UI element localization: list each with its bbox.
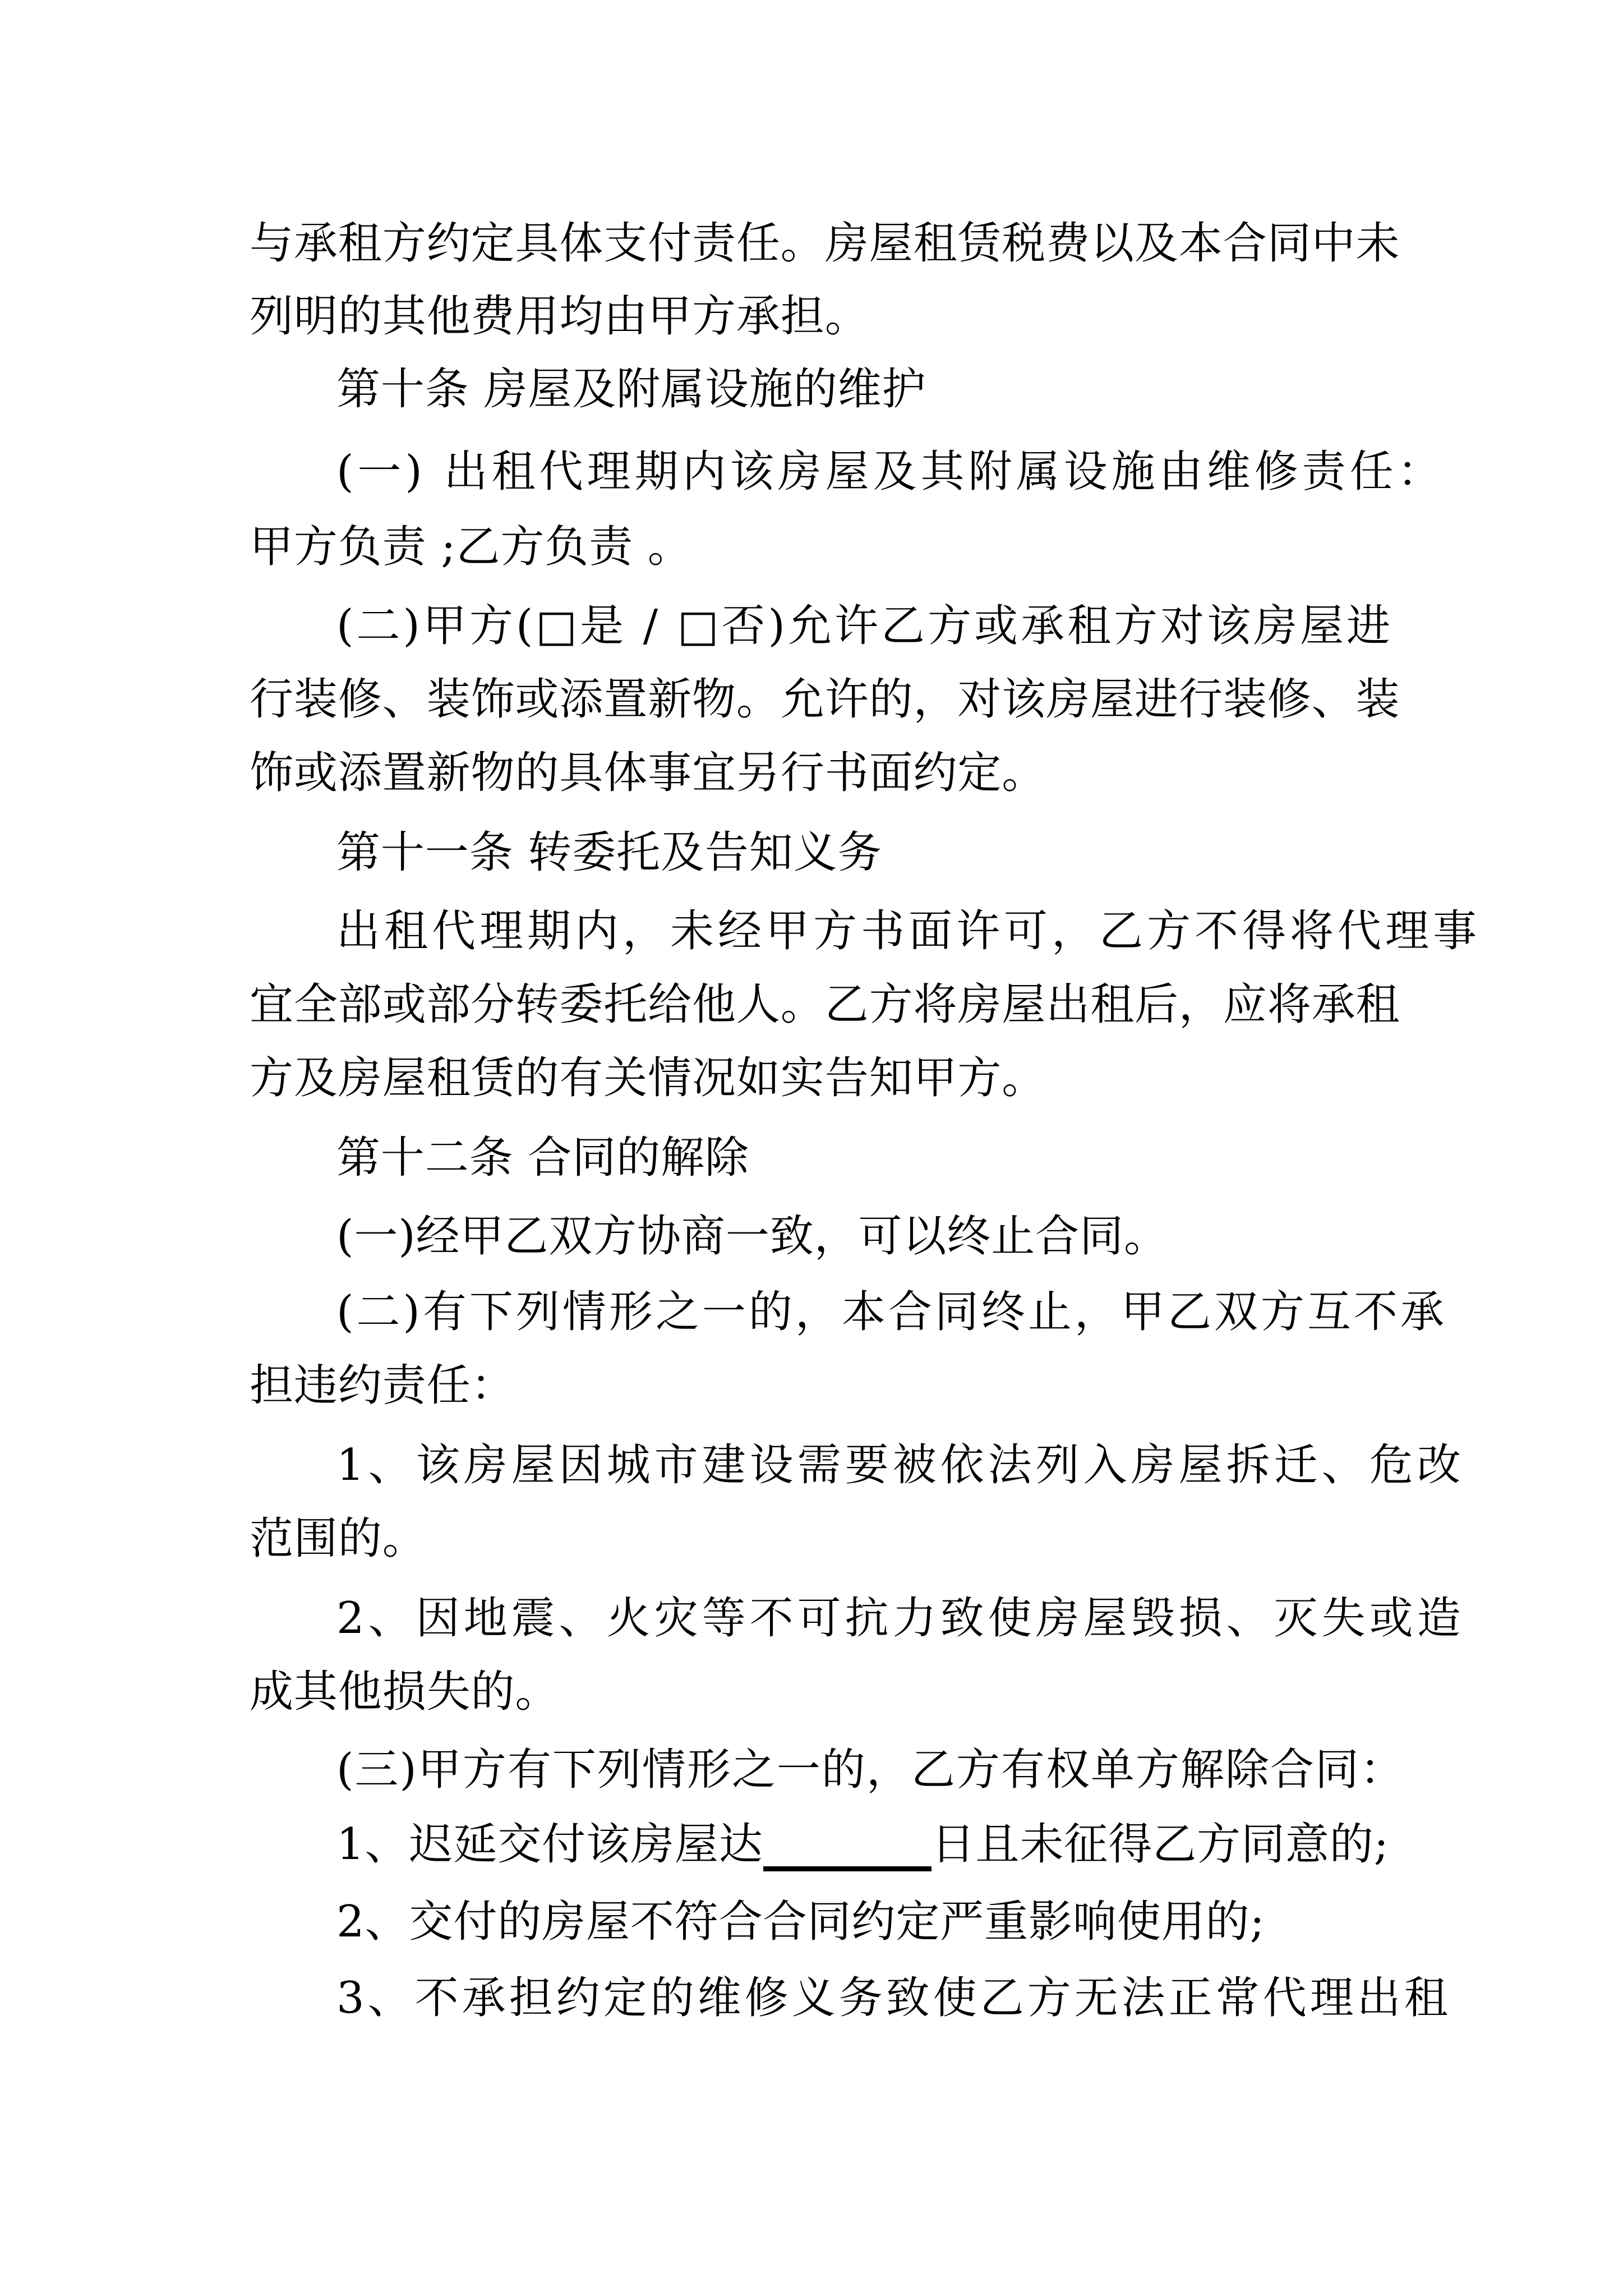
text-line: (二)甲方(□是 / □否)允许乙方或承租方对该房屋进 (336, 601, 1393, 651)
text-line: (一)经甲乙双方协商一致，可以终止合同。 (336, 1211, 1168, 1262)
text-line: 方及房屋租赁的有关情况如实告知甲方。 (250, 1053, 1046, 1103)
text-line: 2、交付的房屋不符合合同约定严重影响使用的; (336, 1897, 1265, 1947)
text-line: 成其他损失的。 (250, 1667, 560, 1717)
section-heading: 第十条 房屋及附属设施的维护 (336, 364, 926, 415)
text-line: 担违约责任： (250, 1360, 515, 1411)
text-line: (二)有下列情形之一的，本合同终止，甲乙双方互不承 (336, 1287, 1447, 1337)
text-line: 甲方负责 ;乙方负责 。 (250, 522, 692, 572)
text-segment: 日且未征得乙方同意的; (931, 1819, 1389, 1870)
text-line: 宜全部或部分转委托给他人。乙方将房屋出租后，应将承租 (250, 979, 1400, 1030)
text-line-with-blank (336, 1805, 1389, 1884)
text-line: 范围的。 (250, 1513, 427, 1564)
text-line: 列明的其他费用均由甲方承担。 (250, 291, 869, 342)
section-heading: 第十二条 合同的解除 (336, 1133, 749, 1183)
text-line: 2、因地震、火灾等不可抗力致使房屋毁损、灭失或造 (336, 1593, 1465, 1644)
text-line: 行装修、装饰或添置新物。允许的，对该房屋进行装修、装 (250, 674, 1400, 725)
text-line: 3、不承担约定的维修义务致使乙方无法正常代理出租 (336, 1973, 1451, 2023)
text-line: (一) 出租代理期内该房屋及其附属设施由维修责任： (336, 447, 1445, 497)
text-line: 饰或添置新物的具体事宜另行书面约定。 (250, 748, 1046, 798)
fill-in-blank (763, 1823, 932, 1871)
section-heading: 第十一条 转委托及告知义务 (336, 827, 882, 878)
text-line: (三)甲方有下列情形之一的，乙方有权单方解除合同： (336, 1745, 1405, 1795)
text-line: 出租代理期内，未经甲方书面许可，乙方不得将代理事 (336, 906, 1481, 956)
text-line: 与承租方约定具体支付责任。房屋租赁税费以及本合同中未 (250, 218, 1400, 269)
text-line: 1、该房屋因城市建设需要被依法列入房屋拆迁、危改 (336, 1440, 1465, 1490)
text-segment: 1、迟延交付该房屋达 (336, 1819, 763, 1870)
